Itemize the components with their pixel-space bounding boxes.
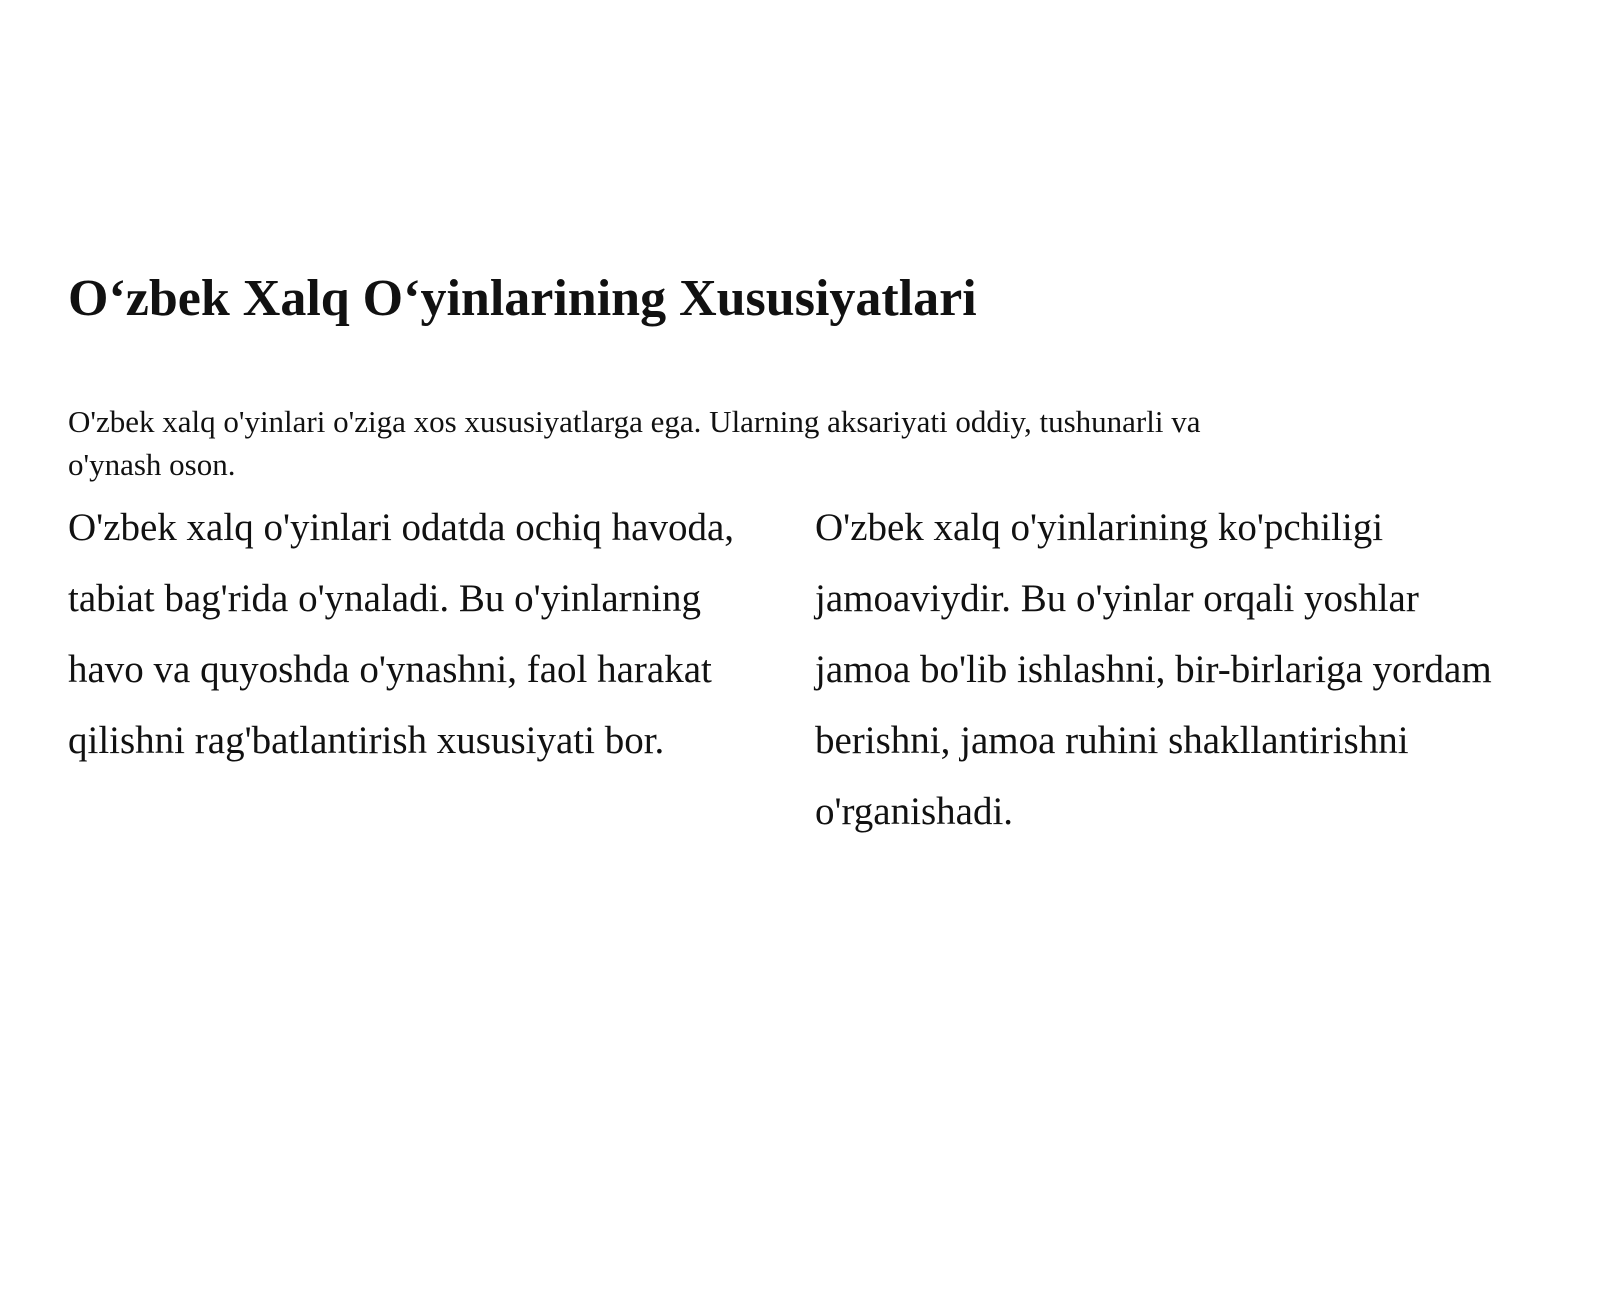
right-column-paragraph: O'zbek xalq o'yinlarining ko'pchiligi jamoaviydir. Bu o'yinlar orqali yoshlar jamoa bo'lib ishlashni, bir-birlariga yordam berishni, jamoa ruhini shakllantirishni o'rganishadi. <box>815 506 1492 833</box>
intro-paragraph: O'zbek xalq o'yinlari o'ziga xos xususiyatlarga ega. Ularning aksariyati oddiy, tushunarli va o'ynash oson. <box>68 404 1201 482</box>
page-title: O‘zbek Xalq O‘yinlarining Xususiyatlari <box>68 270 977 327</box>
left-column-paragraph: O'zbek xalq o'yinlari odatda ochiq havoda, tabiat bag'rida o'ynaladi. Bu o'yinlarning havo va quyoshda o'ynashni, faol harakat qilishni rag'batlantirish xususiyati bor. <box>68 506 735 762</box>
